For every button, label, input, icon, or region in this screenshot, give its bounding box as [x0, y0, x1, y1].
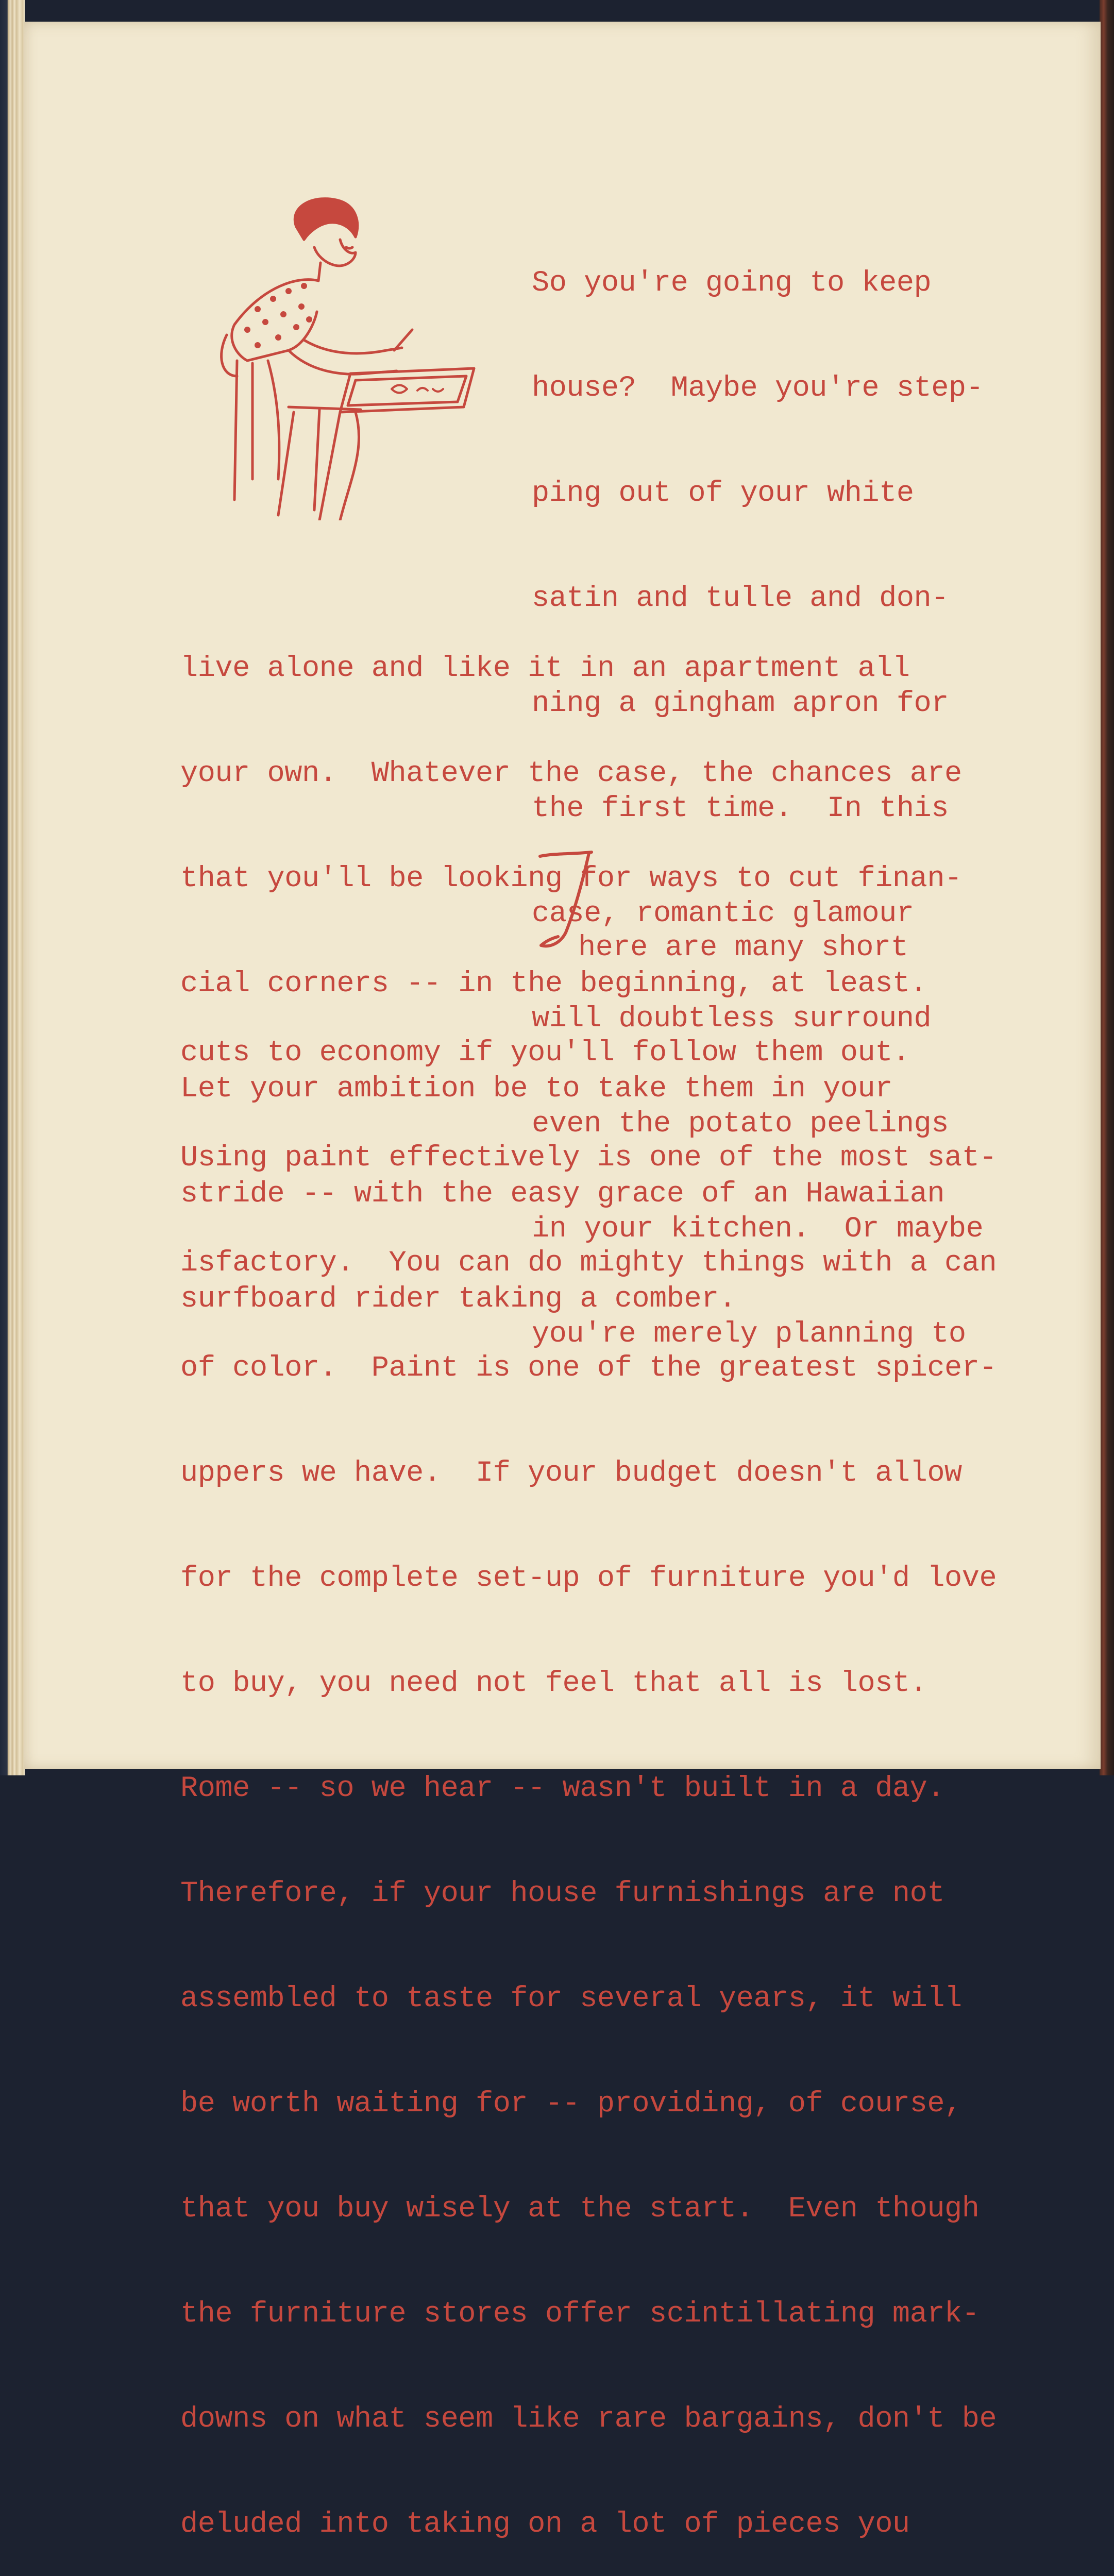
text-line: deluded into taking on a lot of pieces you — [180, 2508, 910, 2541]
text-line: that you'll be looking for ways to cut finan- — [180, 862, 962, 895]
blouse — [232, 280, 318, 361]
text-line: ning a gingham apron for — [532, 687, 949, 720]
book-cover-edge — [1100, 0, 1114, 1775]
woman-painting-illustration — [185, 191, 484, 520]
text-line: house? Maybe you're step- — [532, 372, 984, 405]
text-line: satin and tulle and don- — [532, 582, 949, 615]
text-line: Rome -- so we hear -- wasn't built in a day. — [180, 1772, 945, 1805]
text-line: Therefore, if your house furnishings are not — [180, 1877, 945, 1910]
text-line: even the potato peelings — [532, 1108, 949, 1141]
text-line: cuts to economy if you'll follow them out. — [180, 1037, 910, 1070]
text-line: Using paint effectively is one of the most sat- — [180, 1142, 997, 1175]
paragraph-2-first-line: here are many short — [578, 931, 908, 964]
text-line: uppers we have. If your budget doesn't allow — [180, 1457, 962, 1490]
text-line: you're merely planning to — [532, 1318, 966, 1351]
paragraph-2-body — [180, 965, 997, 2576]
page-stack-edge — [0, 0, 25, 1775]
text-line: isfactory. You can do mighty things with a can — [180, 1247, 997, 1280]
text-line: live alone and like it in an apartment all — [180, 652, 910, 685]
hair — [295, 199, 357, 240]
chair-legs — [278, 412, 294, 515]
text-line: assembled to taste for several years, it will — [180, 1982, 962, 2015]
text-line: downs on what seem like rare bargains, don't be — [180, 2403, 997, 2436]
text-line: ping out of your white — [532, 477, 914, 510]
text-line: the furniture stores offer scintillating mark- — [180, 2298, 980, 2331]
text-line: your own. Whatever the case, the chances are — [180, 757, 962, 790]
text-line: surfboard rider taking a comber. — [180, 1283, 736, 1316]
text-line: to buy, you need not feel that all is lost. — [180, 1667, 927, 1700]
text-line: for the complete set-up of furniture you'd love — [180, 1562, 997, 1595]
text-line: that you buy wisely at the start. Even though — [180, 2193, 980, 2226]
text-line: stride -- with the easy grace of an Hawaiian — [180, 1178, 945, 1211]
text-line: Let your ambition be to take them in your — [180, 1073, 892, 1106]
text-line: be worth waiting for -- providing, of course, — [180, 2088, 962, 2121]
text-line: the first time. In this — [532, 792, 949, 825]
text-line: in your kitchen. Or maybe — [532, 1213, 984, 1246]
apron — [222, 335, 237, 376]
text-line: cial corners -- in the beginning, at least. — [180, 968, 927, 1001]
text-line: case, romantic glamour — [532, 897, 914, 930]
text-line: of color. Paint is one of the greatest spicer- — [180, 1352, 997, 1385]
paint-brush — [394, 330, 412, 350]
text-line: So you're going to keep — [532, 267, 932, 300]
text-line: will doubtless surround — [532, 1003, 932, 1036]
